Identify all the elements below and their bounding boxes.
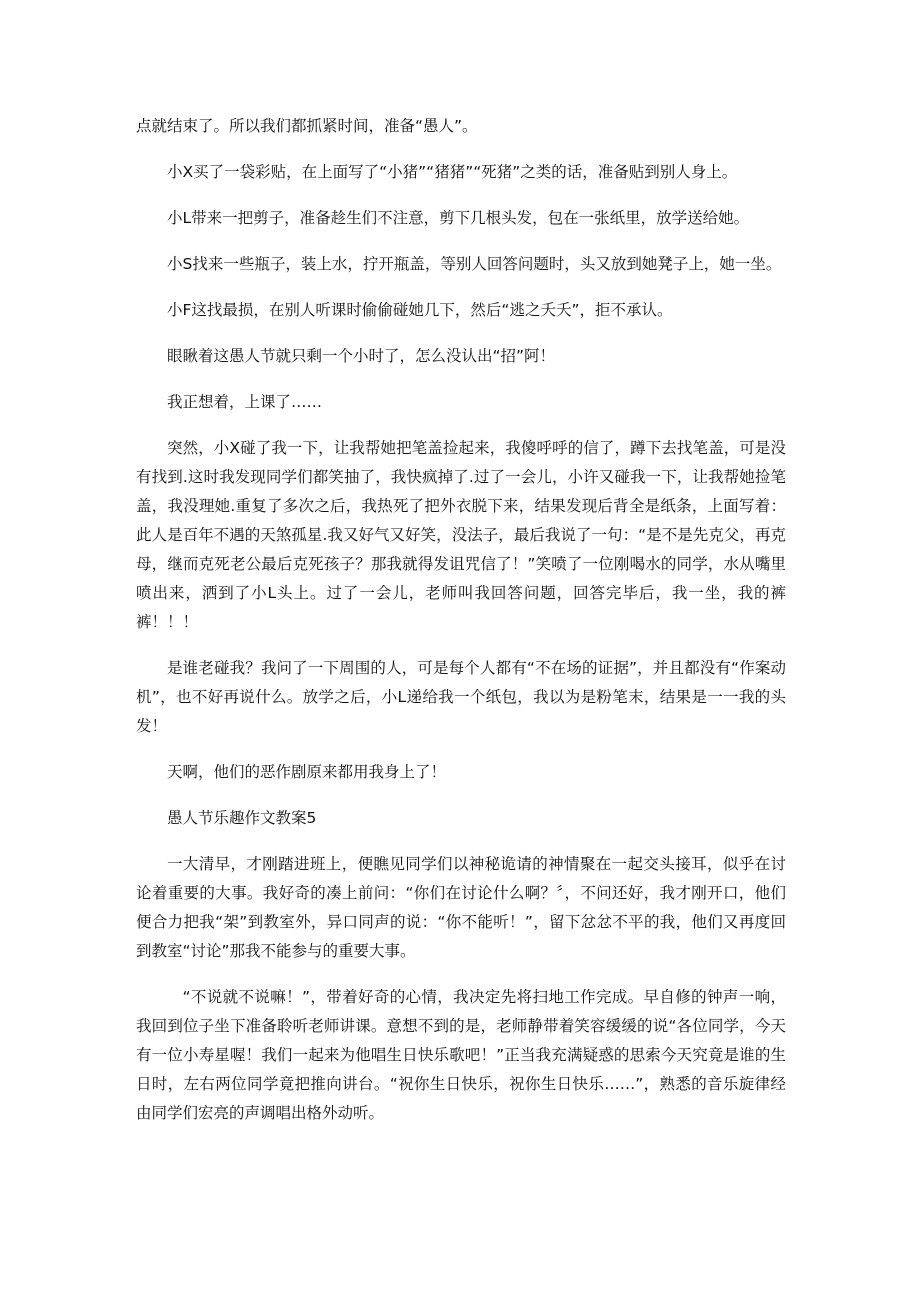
paragraph-pen-cap-story: 突然，小X碰了我一下，让我帮她把笔盖捡起来，我傻呼呼的信了，蹲下去找笔盖，可是没有找到.这时我发现同学们都笑抽了，我快疯掉了.过了一会儿，小许又碰我一下，让我帮她捡笔盖，我没理她.重复了多次之后，我热死了把外衣脱下来，结果发现后背全是纸条，上面写着：此人是百年不遇的天煞孤星.我又好气又好笑，没法子，最后我说了一句：“是不是先克父，再克母，继而克死老公最后克死孩子？那我就得发诅咒信了！”笑喷了一位刚喝水的同学，水从嘴里喷出来，洒到了小L头上。过了一会儿，老师叫我回答问题，回答完毕后，我一坐，我的裤裤！！！ [136, 439, 786, 631]
section-heading: 愚人节乐趣作文教案5 [167, 809, 317, 827]
paragraph-continuation: 点就结束了。所以我们都抓紧时间，准备“愚人”。 [136, 117, 478, 135]
document-body [136, 112, 786, 1145]
paragraph-xiao-l: 小L带来一把剪子，准备趁生们不注意，剪下几根头发，包在一张纸里，放学送给她。 [167, 209, 750, 227]
paragraph-who-touched-me: 是谁老碰我？我问了一下周围的人，可是每个人都有“不在场的证据”，并且都没有“作案动机”，也不好再说什么。放学之后，小L递给我一个纸包，我以为是粉笔末，结果是一一我的头发！ [136, 659, 786, 735]
paragraph-birthday-song: “不说就不说嘛！”，带着好奇的心情，我决定先将扫地工作完成。早自修的钟声一响，我回到位子坐下准备聆听老师讲课。意想不到的是，老师静带着笑容缓缓的说“各位同学，今天有一位小寿星喔！我们一起来为他唱生日快乐歌吧！”正当我充满疑惑的思索今天究竟是谁的生日时，左右两位同学竟把推向讲台。“祝你生日快乐，祝你生日快乐……”，熟悉的音乐旋律经由同学们宏亮的声调唱出格外动听。 [136, 988, 786, 1122]
paragraph-xiao-x: 小X买了一袋彩贴，在上面写了“小猪”“猪猪”“死猪”之类的话，准备贴到别人身上。 [167, 163, 738, 181]
paragraph-xiao-s: 小S找来一些瓶子，装上水，拧开瓶盖，等别人回答问题时，头又放到她凳子上，她一坐。 [167, 255, 782, 273]
paragraph-class-starts: 我正想着，上课了…… [167, 393, 323, 411]
paragraph-xiao-f: 小F这找最损，在别人听课时偷偷碰她几下，然后“逃之夭夭”，拒不承认。 [167, 301, 673, 319]
paragraph-early-morning: 一大清早，才刚踏进班上，便瞧见同学们以神秘诡请的神情聚在一起交头接耳，似乎在讨论着重要的大事。我好奇的凑上前问：“你们在讨论什么啊？〞，不问还好，我才刚开口，他们便合力把我“架”到教室外，异口同声的说：“你不能听！”，留下忿忿不平的我，他们又再度回到教室“讨论”那我不能参与的重要大事。 [136, 855, 786, 960]
paragraph-pranks-on-me: 天啊，他们的恶作剧原来都用我身上了！ [167, 763, 447, 781]
paragraph-one-hour-left: 眼瞅着这愚人节就只剩一个小时了，怎么没认出“招”阿！ [167, 347, 556, 365]
